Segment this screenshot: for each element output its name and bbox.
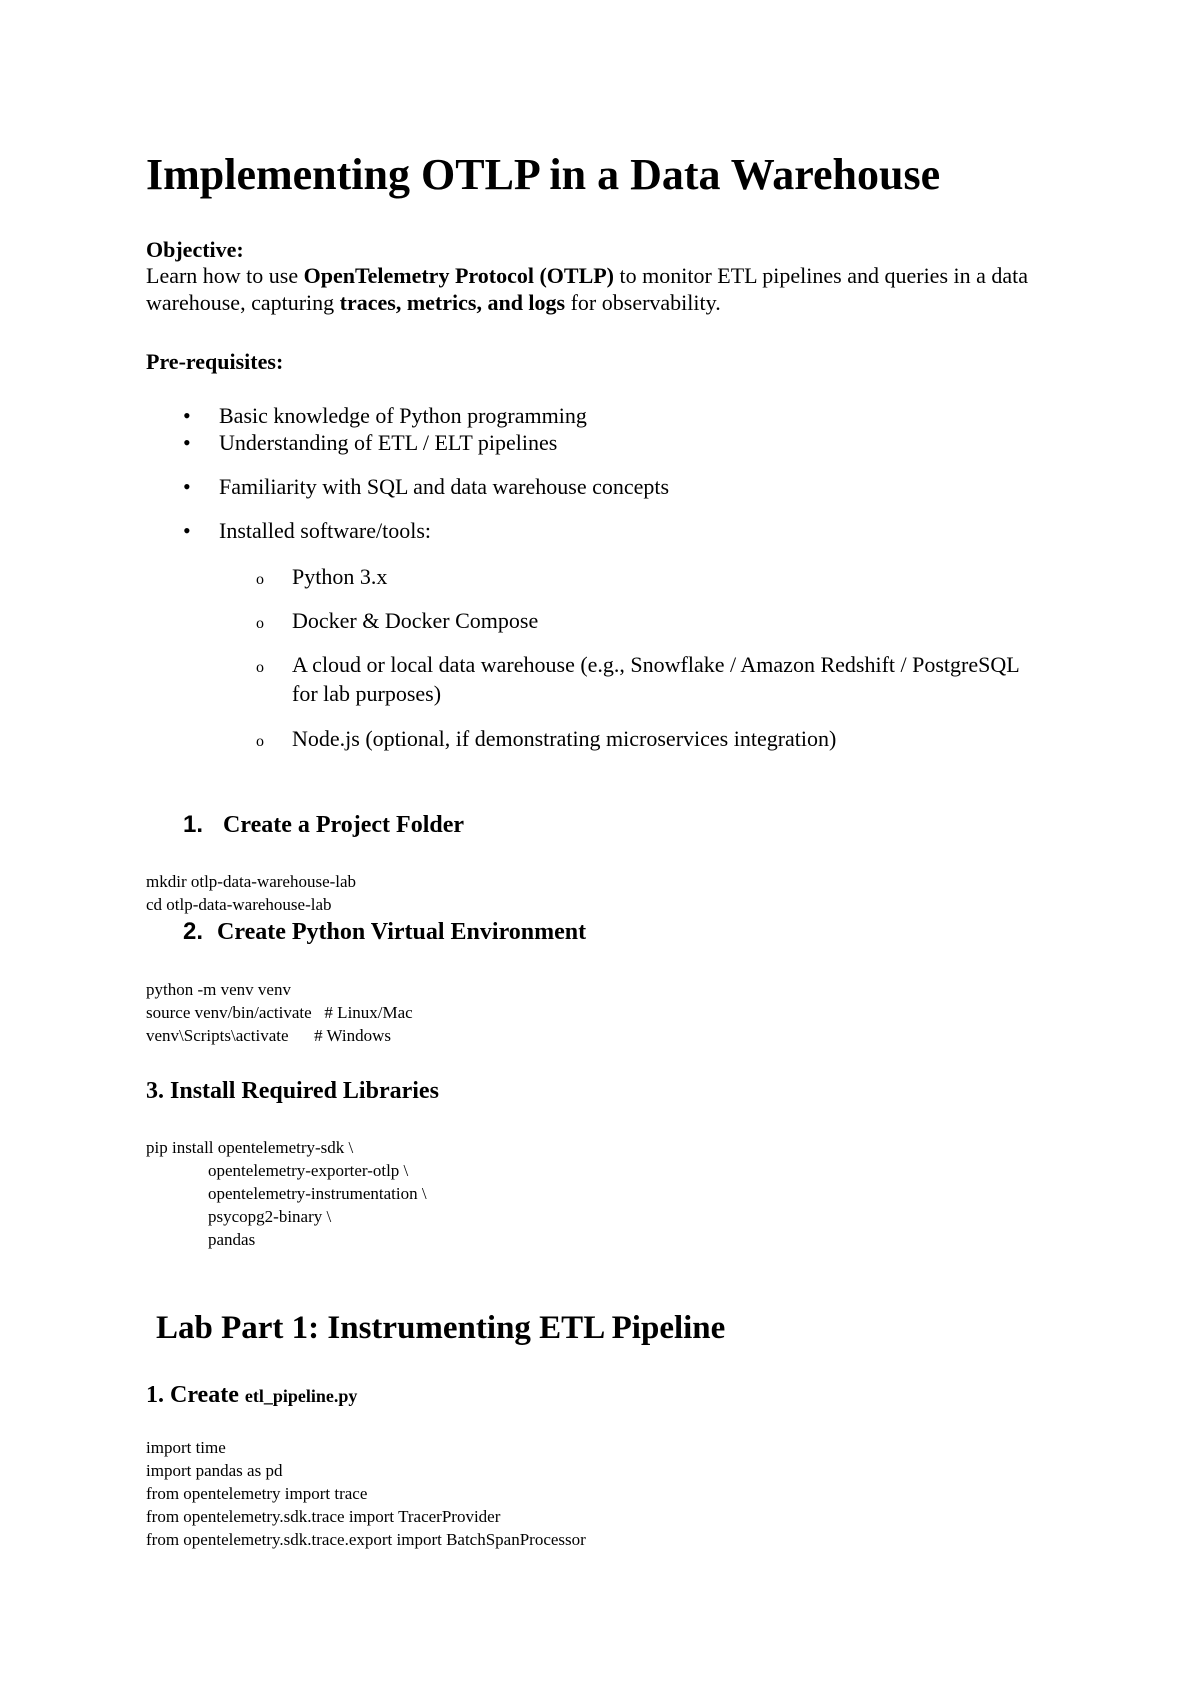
part-1-step-file: etl_pipeline.py: [244, 1386, 358, 1406]
code-line: venv\Scripts\activate # Windows: [146, 1026, 391, 1045]
prereq-bullet-text: Familiarity with SQL and data warehouse concepts: [219, 474, 670, 499]
objective-text-2: to monitor ETL pipelines and queries in a data warehouse, capturing: [146, 263, 1029, 315]
bullet-dot-icon: •: [183, 403, 191, 428]
step-1-code: [146, 870, 356, 916]
code-line: pandas: [208, 1230, 256, 1249]
code-line: import pandas as pd: [146, 1461, 283, 1480]
part-1-code: [146, 1436, 586, 1551]
code-line: python -m venv venv: [146, 980, 291, 999]
circle-bullet-icon: o: [256, 571, 264, 588]
circle-bullet-icon: o: [256, 733, 264, 750]
step-2-heading: [183, 917, 586, 947]
bullet-dot-icon: •: [183, 430, 191, 455]
code-line: pip install opentelemetry-sdk \: [146, 1138, 354, 1157]
code-line: opentelemetry-instrumentation \: [208, 1184, 427, 1203]
step-3-heading: 3. Install Required Libraries: [146, 1078, 439, 1104]
code-line: psycopg2-binary \: [208, 1207, 332, 1226]
code-line: from opentelemetry.sdk.trace import TracerProvider: [146, 1507, 501, 1526]
step-1-number: 1.: [183, 811, 204, 838]
document-title: Implementing OTLP in a Data Warehouse: [146, 150, 941, 199]
tool-subitem-text: A cloud or local data warehouse (e.g., Snowflake / Amazon Redshift / PostgreSQL for lab purposes): [292, 652, 1019, 706]
code-line: from opentelemetry import trace: [146, 1484, 368, 1503]
step-1-title: Create a Project Folder: [223, 812, 465, 838]
circle-bullet-icon: o: [256, 615, 264, 632]
step-3-code: [146, 1136, 427, 1251]
prereq-bullet-text: Basic knowledge of Python programming: [219, 403, 587, 428]
code-line: mkdir otlp-data-warehouse-lab: [146, 872, 357, 891]
objective-text: [146, 262, 1066, 316]
code-line: import time: [146, 1438, 226, 1457]
code-line: from opentelemetry.sdk.trace.export import BatchSpanProcessor: [146, 1530, 586, 1549]
part-1-title: Lab Part 1: Instrumenting ETL Pipeline: [156, 1310, 726, 1346]
circle-bullet-icon: o: [256, 659, 264, 676]
tool-subitem-text: Python 3.x: [292, 564, 388, 589]
part-1-step-heading: [146, 1380, 357, 1411]
tool-subitem-text: Node.js (optional, if demonstrating microservices integration): [292, 726, 837, 751]
bullet-dot-icon: •: [183, 518, 191, 543]
part-1-step-prefix: 1. Create: [146, 1382, 245, 1408]
bullet-dot-icon: •: [183, 474, 191, 499]
prereq-bullet-text: Installed software/tools:: [219, 518, 432, 543]
code-line: opentelemetry-exporter-otlp \: [208, 1161, 409, 1180]
tool-subitem-text: Docker & Docker Compose: [292, 608, 539, 633]
step-2-code: [146, 978, 413, 1047]
step-2-title: Create Python Virtual Environment: [217, 919, 587, 945]
objective-text-1: Learn how to use: [146, 263, 304, 288]
objective-otlp-bold: OpenTelemetry Protocol (OTLP): [303, 263, 615, 288]
prerequisites-label: Pre-requisites:: [146, 349, 284, 374]
step-1-heading: [183, 810, 464, 840]
code-line: cd otlp-data-warehouse-lab: [146, 895, 332, 914]
prereq-bullet-text: Understanding of ETL / ELT pipelines: [219, 430, 558, 455]
objective-label: Objective:: [146, 237, 244, 262]
objective-text-3: for observability.: [565, 290, 721, 315]
code-line: source venv/bin/activate # Linux/Mac: [146, 1003, 413, 1022]
objective-signals-bold: traces, metrics, and logs: [339, 290, 566, 315]
step-2-number: 2.: [183, 918, 204, 945]
